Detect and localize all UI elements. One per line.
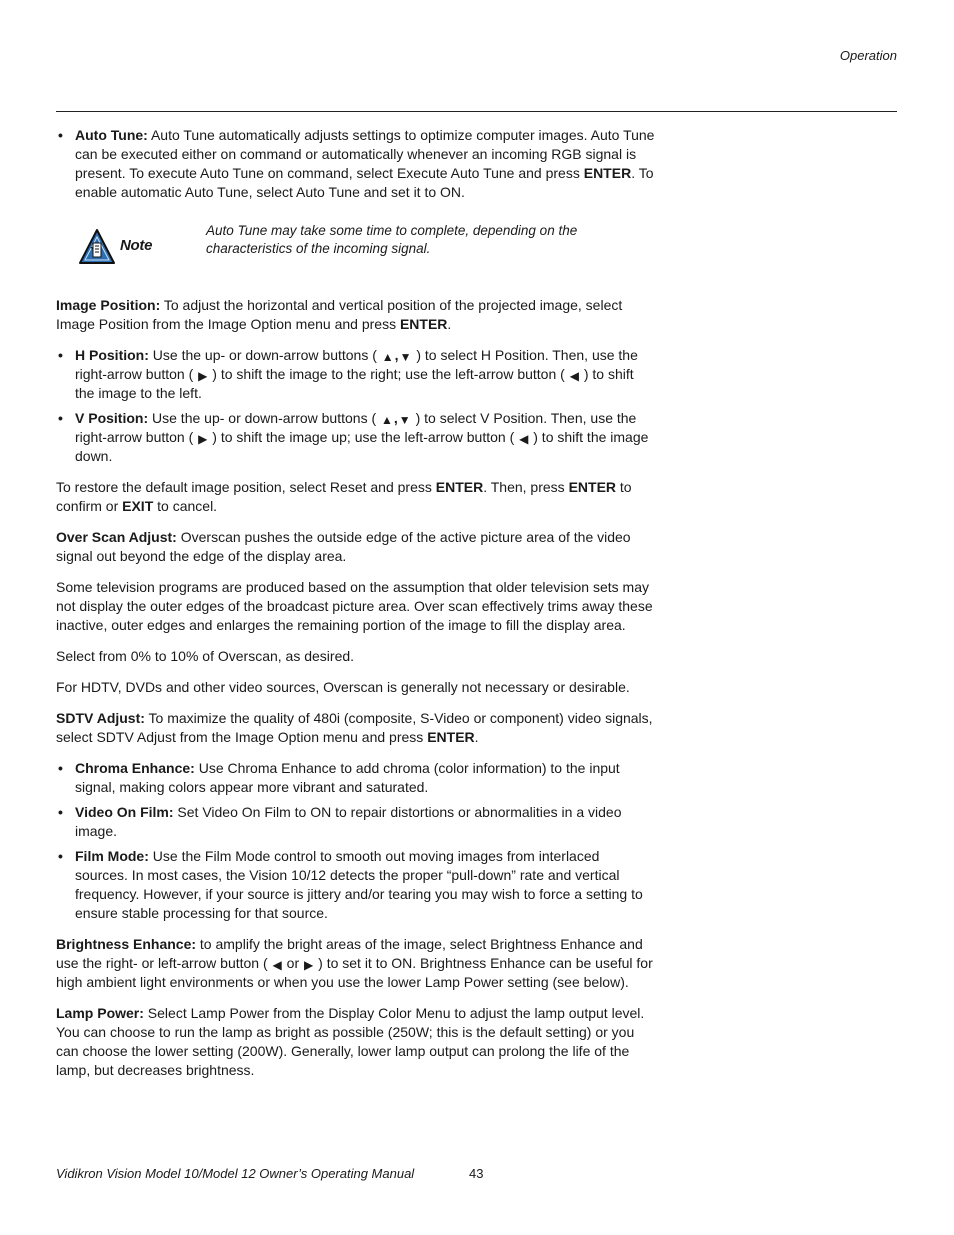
- h-position-text: Use the up- or down-arrow buttons (: [148, 347, 381, 363]
- up-arrow-icon: ▲: [381, 350, 394, 364]
- restore-text: . Then, press: [483, 479, 569, 495]
- brightness-text: ) to set it to ON. Brightness Enhance can be useful for high ambient light environments or when you use the lower Lamp Power setting (see below).: [56, 955, 653, 990]
- note-box: [56, 220, 656, 288]
- image-position-text: To adjust the horizontal and vertical position of the projected image, select Image Position from the Image Option menu and press: [56, 297, 623, 332]
- enter-key-label: ENTER: [583, 165, 632, 181]
- image-position-text-end: .: [447, 316, 452, 332]
- h-position-text: ) to shift the image to the right; use the left-arrow button (: [208, 366, 569, 382]
- list-item-video-on-film: [56, 803, 656, 841]
- v-position-text: ) to select V Position. Then, use the right-arrow button (: [75, 410, 637, 445]
- sdtv-paragraph: [56, 709, 656, 747]
- left-arrow-icon: ◀: [569, 369, 579, 383]
- comma: ,: [394, 347, 399, 363]
- down-arrow-icon: ▼: [399, 350, 412, 364]
- right-arrow-icon: ▶: [198, 369, 208, 383]
- header-rule: [56, 111, 897, 112]
- sdtv-text-end: .: [474, 729, 479, 745]
- exit-key-label: EXIT: [122, 498, 154, 514]
- footer-page-number: 43: [469, 1166, 484, 1181]
- right-arrow-icon: ▶: [304, 958, 314, 972]
- v-position-text: ) to shift the image down.: [75, 429, 649, 464]
- over-scan-label: Over Scan Adjust:: [56, 529, 177, 545]
- restore-text: To restore the default image position, select Reset and press: [56, 479, 436, 495]
- list-item-film-mode: [56, 847, 656, 923]
- auto-tune-label: Auto Tune:: [75, 127, 148, 143]
- film-mode-label: Film Mode:: [75, 848, 149, 864]
- over-scan-paragraph: [56, 528, 656, 566]
- header-section-title: Operation: [839, 48, 897, 63]
- sdtv-label: SDTV Adjust:: [56, 710, 145, 726]
- over-scan-paragraph-2: Some television programs are produced based on the assumption that older television sets may not display the outer edges of the broadcast picture area. Over scan effectively trims away these inactive, outer edges and enlarges the remaining portion of the image to fill the display area.: [56, 579, 653, 633]
- h-position-text: ) to select H Position. Then, use the right-arrow button (: [75, 347, 638, 382]
- left-arrow-icon: ◀: [519, 432, 529, 446]
- up-arrow-icon: ▲: [381, 413, 393, 427]
- restore-paragraph: [56, 478, 656, 516]
- page-content: [56, 126, 656, 1092]
- chroma-text: Use Chroma Enhance to add chroma (color information) to the input signal, making colors appear more vibrant and saturated.: [75, 760, 620, 795]
- restore-text: to confirm or: [56, 479, 632, 514]
- auto-tune-text: Auto Tune automatically adjusts settings to optimize computer images. Auto Tune can be executed either on command or automatically whenever an incoming RGB signal is present. To execute Auto Tune on command, select Execute Auto Tune and press: [75, 127, 655, 181]
- v-position-label: V Position:: [75, 410, 149, 426]
- sdtv-text: To maximize the quality of 480i (composite, S-Video or component) video signals, select SDTV Adjust from the Image Option menu and press: [56, 710, 653, 745]
- video-on-film-label: Video On Film:: [75, 804, 174, 820]
- down-arrow-icon: ▼: [398, 413, 411, 427]
- brightness-paragraph: [56, 935, 656, 992]
- footer-manual-title: Vidikron Vision Model 10/Model 12 Owner’s Operating Manual: [56, 1166, 415, 1181]
- over-scan-paragraph-3: Select from 0% to 10% of Overscan, as desired.: [56, 648, 355, 664]
- h-position-label: H Position:: [75, 347, 149, 363]
- enter-key-label: ENTER: [427, 729, 475, 745]
- brightness-text: to amplify the bright areas of the image, select Brightness Enhance and use the right- or left-arrow button (: [56, 936, 643, 971]
- chroma-label: Chroma Enhance:: [75, 760, 195, 776]
- list-item-chroma-enhance: [56, 759, 656, 797]
- left-arrow-icon: ◀: [272, 958, 282, 972]
- brightness-label: Brightness Enhance:: [56, 936, 197, 952]
- list-item-h-position: [56, 346, 656, 403]
- note-text: Auto Tune may take some time to complete, depending on the characteristics of the incoming signal.: [206, 223, 578, 256]
- image-position-paragraph: [56, 296, 656, 334]
- lamp-power-text: Select Lamp Power from the Display Color Menu to adjust the lamp output level. You can choose to run the lamp as bright as possible (250W; this is the default setting) or you can choose the lower setting (200W). Generally, lower lamp output can prolong the life of the lamp, but decreases brightness.: [56, 1005, 645, 1078]
- video-on-film-text: Set Video On Film to ON to repair distortions or abnormalities in a video image.: [75, 804, 622, 839]
- position-list: [56, 346, 656, 466]
- comma: ,: [393, 410, 398, 426]
- list-item-v-position: [56, 409, 656, 466]
- lamp-power-paragraph: [56, 1004, 656, 1080]
- v-position-text: Use the up- or down-arrow buttons (: [148, 410, 381, 426]
- right-arrow-icon: ▶: [198, 432, 208, 446]
- enter-key-label: ENTER: [568, 479, 617, 495]
- list-item-auto-tune: [56, 126, 656, 202]
- note-warning-icon: [78, 228, 116, 266]
- brightness-or: or: [282, 955, 304, 971]
- auto-tune-list: [56, 126, 656, 202]
- over-scan-paragraph-4: For HDTV, DVDs and other video sources, Overscan is generally not necessary or desirable.: [56, 679, 630, 695]
- lamp-power-label: Lamp Power:: [56, 1005, 144, 1021]
- auto-tune-text-end: . To enable automatic Auto Tune, select Auto Tune and set it to ON.: [75, 165, 654, 200]
- film-mode-text: Use the Film Mode control to smooth out moving images from interlaced sources. In most cases, the Vision 10/12 detects the proper “pull-down” rate and vertical frequency. However, if your source is jittery and/or tearing you may wish to force a setting to ensure stable processing for that source.: [75, 848, 643, 921]
- enter-key-label: ENTER: [399, 316, 448, 332]
- h-position-text: ) to shift the image to the left.: [75, 366, 634, 401]
- note-label: Note: [120, 237, 153, 254]
- over-scan-text: Overscan pushes the outside edge of the active picture area of the video signal out beyond the edge of the display area.: [56, 529, 631, 564]
- enter-key-label: ENTER: [435, 479, 484, 495]
- image-position-label: Image Position:: [56, 297, 161, 313]
- restore-text: to cancel.: [153, 498, 218, 514]
- sdtv-list: [56, 759, 656, 923]
- v-position-text: ) to shift the image up; use the left-arrow button (: [208, 429, 519, 445]
